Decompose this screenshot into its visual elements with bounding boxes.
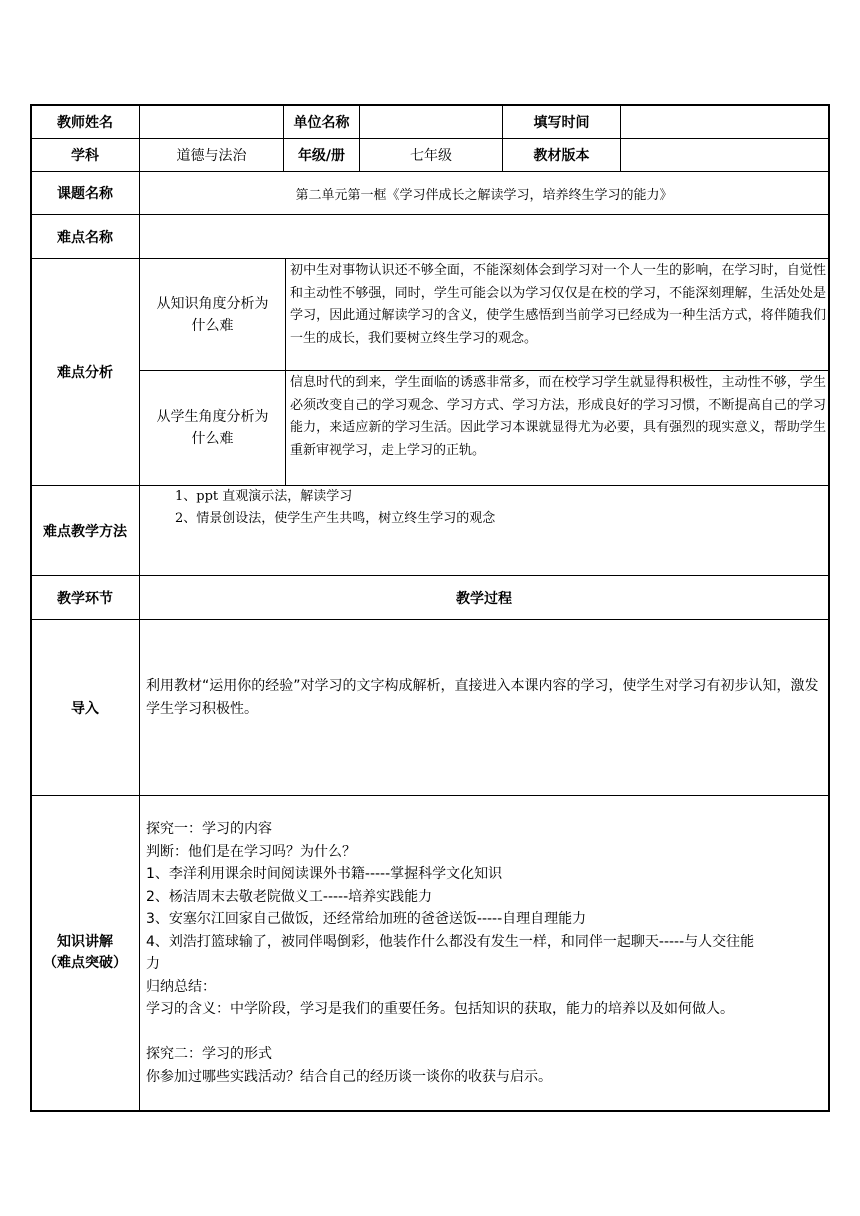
- knowledge-angle-label-line1: 从知识角度分析为: [156, 295, 269, 312]
- knowledge-line: 4、刘浩打篮球输了，被同伴喝倒彩，他装作什么都没有发生一样，和同伴一起聊天-----与人交往能: [146, 933, 755, 950]
- knowledge-line: 探究二：学习的形式: [146, 1046, 272, 1062]
- topic-value: 第二单元第一框《学习伴成长之解读学习，培养终生学习的能力》: [295, 187, 673, 203]
- fill-time-field[interactable]: [621, 105, 828, 138]
- knowledge-line: 2、杨洁周末去敬老院做义工-----培养实践能力: [146, 888, 433, 905]
- knowledge-label: [31, 796, 139, 1110]
- teacher-name-label: 教师姓名: [57, 114, 113, 131]
- knowledge-content: [146, 818, 826, 1088]
- teaching-method-label: 难点教学方法: [43, 523, 127, 540]
- difficulty-name-label: 难点名称: [57, 229, 113, 246]
- knowledge-line: 探究一：学习的内容: [146, 821, 272, 837]
- teacher-name-field[interactable]: [140, 105, 283, 138]
- process-header: 教学过程: [456, 590, 512, 607]
- edition-field[interactable]: [621, 139, 828, 171]
- teaching-method-item-1: 1、ppt 直观演示法，解读学习: [175, 489, 353, 504]
- grade-value: 七年级: [410, 148, 452, 164]
- knowledge-line: 3、安塞尔江回家自己做饭，还经常给加班的爸爸送饭-----自理自理能力: [146, 911, 587, 927]
- knowledge-angle-label-line2: 什么难: [191, 317, 234, 334]
- intro-text: 利用教材“运用你的经验”对学习的文字构成解析，直接进入本课内容的学习，使学生对学习有初步认知，激发学生学习积极性。: [146, 678, 819, 717]
- unit-name-field[interactable]: [360, 105, 502, 138]
- knowledge-line: 学习的含义：中学阶段，学习是我们的重要任务。包括知识的获取，能力的培养以及如何做人。: [146, 1001, 734, 1017]
- unit-name-label: 单位名称: [293, 114, 350, 131]
- knowledge-label-line2: （难点突破）: [43, 955, 127, 971]
- fill-time-label: 填写时间: [533, 114, 590, 131]
- knowledge-label-line1: 知识讲解: [57, 934, 113, 950]
- student-angle-text: 信息时代的到来，学生面临的诱惑非常多，而在校学习学生就显得积极性，主动性不够，学生必须改变自己的学习观念、学习方式、学习方法，形成良好的学习习惯，不断提高自己的学习能力，来适应新的学习生活。因此学习本课就显得尤为必要，具有强烈的现实意义，帮助学生重新审视学习，走上学习的正轨。: [290, 375, 826, 458]
- subject-label: 学科: [71, 148, 99, 164]
- knowledge-line: 归纳总结：: [146, 978, 216, 995]
- knowledge-line: 你参加过哪些实践活动？结合自己的经历谈一谈你的收获与启示。: [146, 1068, 552, 1085]
- stage-header: 教学环节: [57, 590, 113, 607]
- difficulty-name-field[interactable]: [140, 215, 828, 258]
- intro-label: 导入: [71, 700, 99, 717]
- difficulty-analysis-label: 难点分析: [57, 365, 113, 381]
- knowledge-angle-label: [140, 259, 285, 370]
- teaching-method-item-2: 2、情景创设法，使学生产生共鸣，树立终生学习的观念: [175, 511, 496, 526]
- student-angle-label-line1: 从学生角度分析为: [156, 409, 269, 425]
- teaching-method-list: [175, 486, 815, 575]
- edition-label: 教材版本: [533, 148, 590, 164]
- grade-label: 年级/册: [297, 148, 346, 164]
- student-angle-label: [140, 371, 285, 485]
- knowledge-line: 1、李洋利用课余时间阅读课外书籍-----掌握科学文化知识: [146, 866, 503, 882]
- knowledge-line: 判断：他们是在学习吗？为什么？: [146, 843, 356, 860]
- student-angle-label-line2: 什么难: [191, 431, 234, 447]
- knowledge-line: [146, 1021, 826, 1044]
- subject-value: 道德与法治: [176, 148, 247, 164]
- knowledge-angle-text: 初中生对事物认识还不够全面，不能深刻体会到学习对一个人一生的影响，在学习时，自觉性和主动性不够强，同时，学生可能会以为学习仅仅是在校的学习，不能深刻理解，生活处处是学习，因此通过解读学习的含义，使学生感悟到当前学习已经成为一种生活方式，将伴随我们一生的成长，我们要树立终生学习的观念。: [290, 263, 826, 346]
- knowledge-line: 力: [146, 956, 160, 972]
- topic-label: 课题名称: [57, 186, 113, 202]
